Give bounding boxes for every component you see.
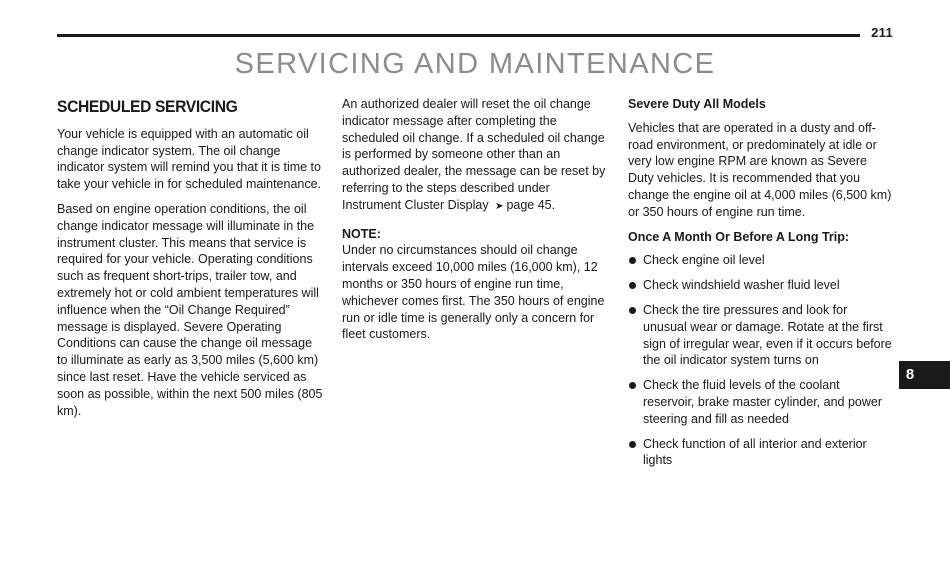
page-number: 211 [871, 25, 893, 40]
severe-duty-heading: Severe Duty All Models [628, 97, 766, 111]
list-item [628, 252, 894, 269]
list-item [628, 436, 894, 470]
column-3 [628, 96, 894, 477]
list-item-text: Check windshield washer fluid level [643, 278, 840, 293]
list-item [628, 277, 894, 294]
section-title: SERVICING AND MAINTENANCE [234, 48, 716, 80]
bullet-icon [629, 441, 636, 448]
list-item-text: Check engine oil level [643, 253, 765, 268]
bullet-icon [629, 382, 636, 389]
monthly-check-list [628, 252, 894, 469]
paragraph-oil-indicator: Your vehicle is equipped with an automatic oil change indicator system. The oil change indicator system will remind you that it is time to take your vehicle in for scheduled maintenance. [57, 126, 322, 192]
list-item-text: Check the fluid levels of the coolant reservoir, brake master cylinder, and power steering and fill as needed [643, 378, 882, 426]
cross-reference-arrow-icon: ➤ [495, 200, 504, 212]
paragraph-severe-duty: Vehicles that are operated in a dusty and off-road environment, or predominately at idle or very low engine RPM are known as Severe Duty vehicles. It is recommended that you change the engine oil at 4,000 miles (6,500 km) or 350 hours of engine run time. [628, 120, 892, 219]
list-item [628, 302, 894, 369]
paragraph-operating-conditions: Based on engine operation conditions, the oil change indicator message will illuminate in the instrument cluster. This means that service is required for your vehicle. Operating conditions such as frequent short-trips, trailer tow, and extremely hot or cold ambient temperatures will influence when the “Oil Change Required” message is displayed. Severe Operating Conditions can cause the change oil message to illuminate as early as 3,500 miles (5,600 km) since last reset. Have the vehicle serviced as soon as possible, within the next 500 miles (805 km). [57, 201, 323, 418]
page-reference-link[interactable]: page 45. [506, 197, 556, 212]
chapter-tab[interactable] [899, 361, 950, 389]
chapter-number: 8 [905, 366, 915, 383]
paragraph-dealer-reset [342, 96, 608, 216]
list-item-text: Check the tire pressures and look for unusual wear or damage. Rotate at the first sign of irregular wear, even if it occurs before the oil indicator system turns on [643, 302, 892, 368]
bullet-icon [629, 282, 636, 289]
dealer-reset-text: An authorized dealer will reset the oil change indicator message after completing the scheduled oil change. If a scheduled oil change is performed by someone other than an authorized dealer, the message can be reset by referring to the steps described under Instrument Cluster Display [342, 97, 606, 212]
header-rule [57, 34, 860, 37]
monthly-check-heading: Once A Month Or Before A Long Trip: [628, 229, 850, 244]
bullet-icon [629, 307, 636, 314]
column-2 [342, 96, 608, 351]
list-item-text: Check function of all interior and exterior lights [643, 436, 867, 468]
bullet-icon [629, 257, 636, 264]
note-label: NOTE: [342, 226, 381, 241]
column-1 [57, 96, 323, 427]
scheduled-servicing-heading: SCHEDULED SERVICING [57, 97, 238, 116]
note-text: Under no circumstances should oil change intervals exceed 10,000 miles (16,000 km), 12 months or 350 hours of engine run time, whichever comes first. The 350 hours of engine run or idle time is generally only a concern for fleet customers. [342, 243, 605, 342]
list-item [628, 377, 894, 427]
